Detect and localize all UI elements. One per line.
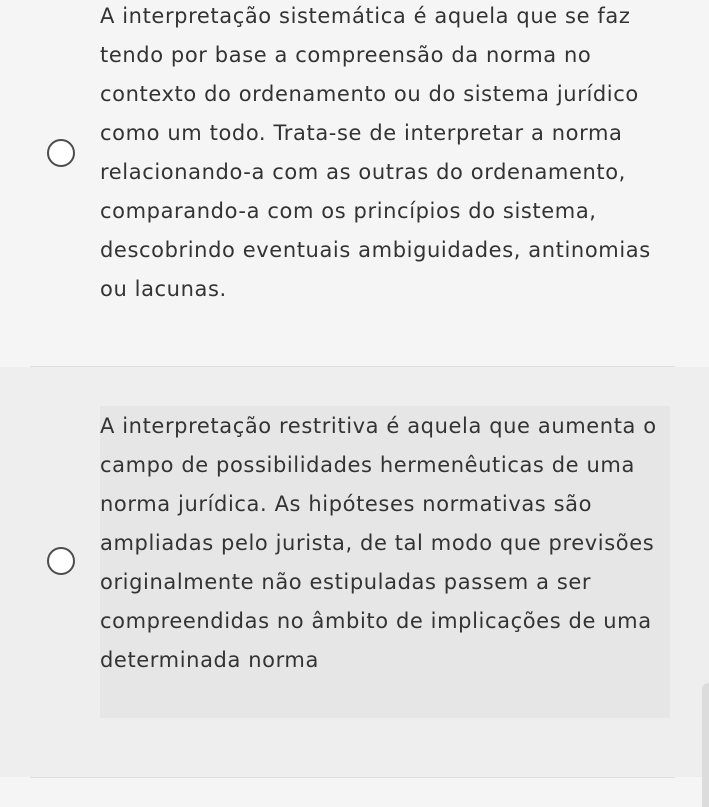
scrollbar-edge[interactable]: [702, 683, 709, 807]
radio-button-option-2[interactable]: [47, 547, 75, 575]
option-2-text: A interpretação restritiva é aquela que aumenta o campo de possibilidades hermenêuticas de uma norma jurídica. As hipóteses normativas são ampliadas pelo jurista, de tal modo que previsões originalmente não estipuladas passem a ser compreendidas no âmbito de implicações de uma determinada norma: [100, 406, 670, 718]
radio-button-option-1[interactable]: [47, 139, 75, 167]
answer-option-2[interactable]: [0, 367, 709, 777]
option-1-text: A interpretação sistemática é aquela que se faz tendo por base a compreensão da norma no contexto do ordenamento ou do sistema jurídico como um todo. Trata-se de interpretar a norma relacionando-a com as outras do ordenamento, comparando-a com os princípios do sistema, descobrindo eventuais ambiguidades, antinomias ou lacunas.: [100, 4, 651, 301]
next-option-edge: [0, 778, 709, 807]
answer-option-1[interactable]: [0, 0, 709, 366]
